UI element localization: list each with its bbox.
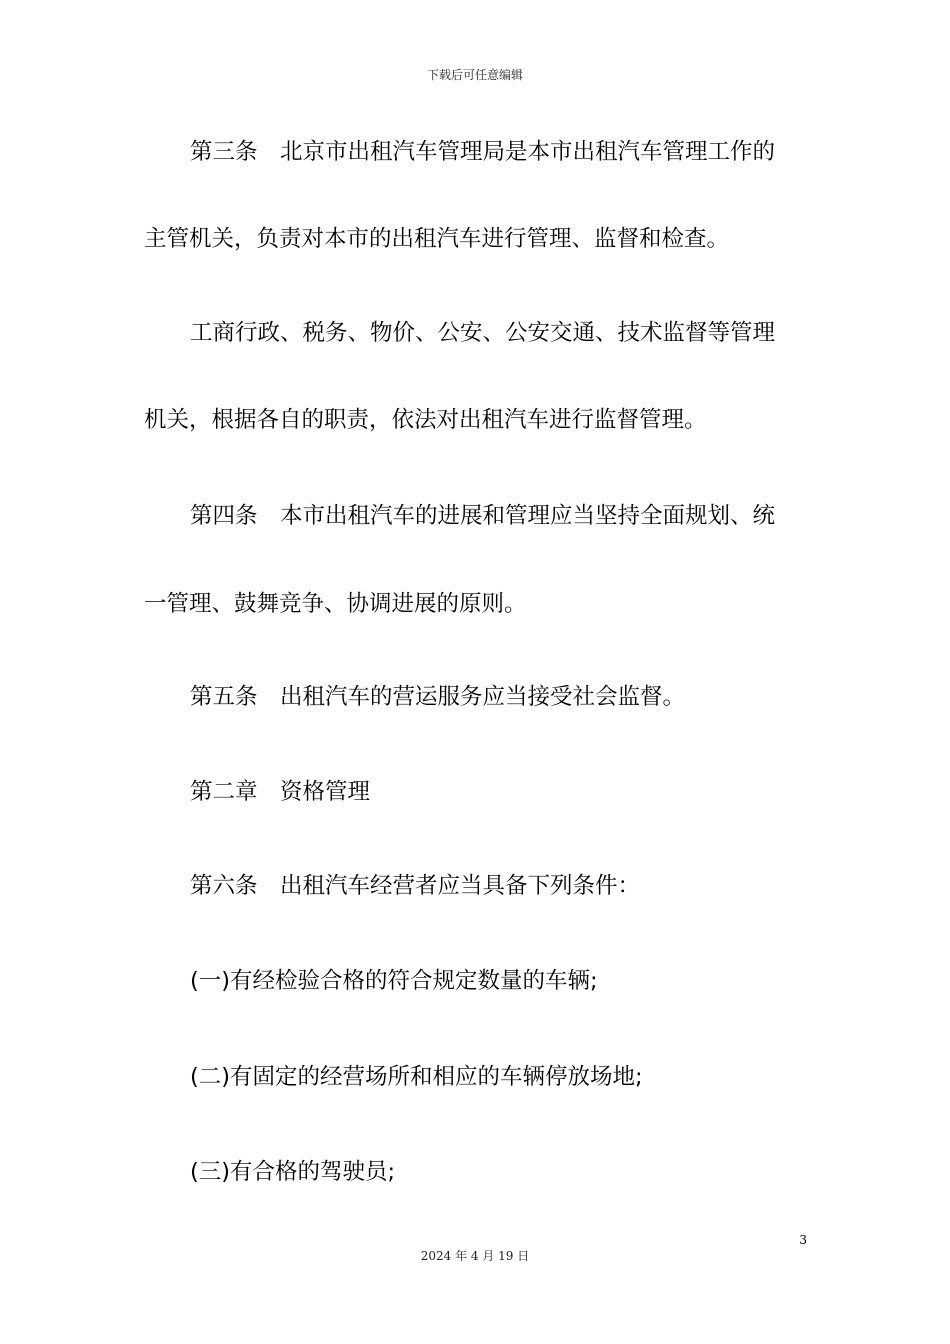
paragraph-line-3: 工商行政、税务、物价、公安、公安交通、技术监督等管理: [190, 320, 776, 346]
paragraph-line-6: 一管理、鼓舞竞争、协调进展的原则。: [144, 591, 527, 617]
list-item-3: (三)有合格的驾驶员;: [190, 1159, 396, 1185]
list-item-2: (二)有固定的经营场所和相应的车辆停放场地;: [190, 1064, 643, 1090]
page-footer-date: 2024 年 4 月 19 日: [420, 1249, 530, 1263]
paragraph-line-1: 第三条 北京市出租汽车管理局是本市出租汽车管理工作的: [190, 139, 776, 165]
chapter-heading: 第二章 资格管理: [190, 779, 371, 805]
paragraph-line-5: 第四条 本市出租汽车的进展和管理应当坚持全面规划、统: [190, 503, 776, 529]
paragraph-line-4: 机关，根据各自的职责，依法对出租汽车进行监督管理。: [144, 407, 707, 433]
paragraph-line-9: 第六条 出租汽车经营者应当具备下列条件：: [190, 873, 641, 899]
paragraph-line-2: 主管机关，负责对本市的出租汽车进行管理、监督和检查。: [144, 226, 730, 252]
paragraph-line-7: 第五条 出租汽车的营运服务应当接受社会监督。: [190, 684, 686, 710]
list-item-1: (一)有经检验合格的符合规定数量的车辆;: [190, 968, 598, 994]
page-number: 3: [799, 1233, 807, 1247]
page-header: 下载后可任意编辑: [426, 68, 523, 82]
